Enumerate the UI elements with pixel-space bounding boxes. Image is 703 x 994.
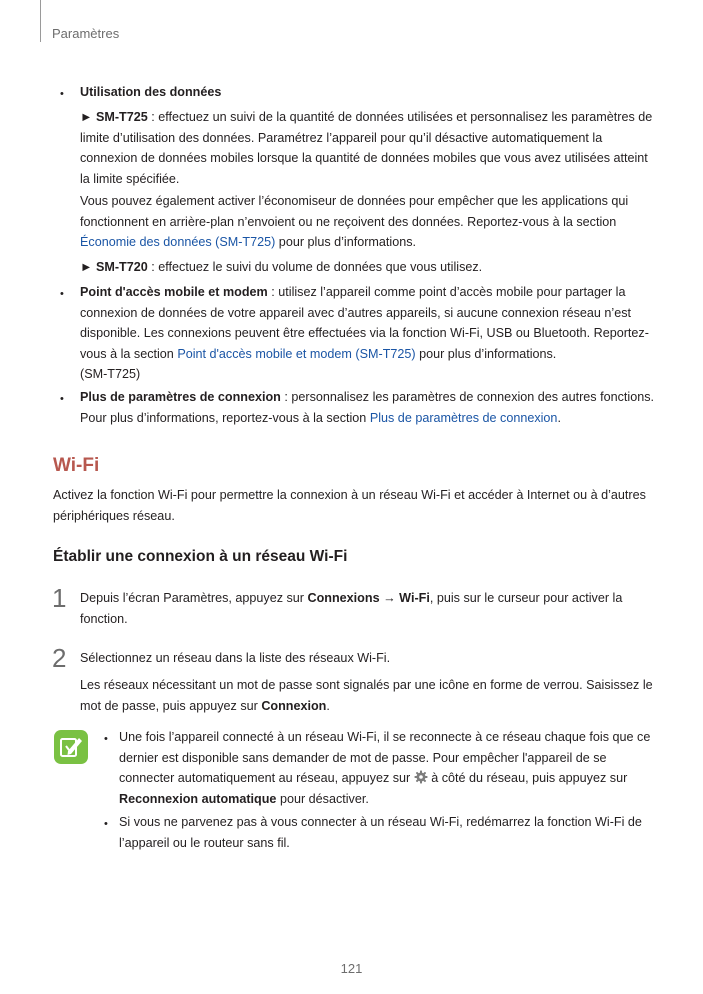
bullet-dot: • (60, 88, 64, 100)
paragraph-text: pour plus d’informations. (415, 346, 557, 361)
pencil-icon (54, 730, 88, 764)
step-text: Depuis l’écran Paramètres, appuyez sur (80, 591, 308, 605)
bullet-title: Plus de paramètres de connexion (80, 390, 281, 404)
bullet-dot: • (60, 393, 64, 405)
step-number: 1 (52, 583, 67, 613)
step-text: . (326, 698, 330, 713)
section-title: Wi-Fi (53, 455, 100, 476)
arrow-icon: → (379, 591, 400, 605)
bullet-title-data-usage (80, 82, 655, 103)
step-2-detail (80, 675, 655, 716)
bullet-dot: • (104, 818, 108, 830)
note-text: Une fois l’appareil connecté à un réseau Wi-Fi, il se reconnecte à ce réseau chaque fois que ce dernier est disponible sans demander de mot de passe. Pour empêcher l'appareil de se connecter automatiquement au réseau, appuyez sur (119, 730, 651, 785)
link-data-saver[interactable]: Économie des données (SM-T725) (80, 235, 276, 249)
model-label: SM-T725 (95, 110, 148, 124)
bullet-dot: • (60, 288, 64, 300)
option-auto-reconnect: Reconnexion automatique (119, 791, 277, 806)
note-item-restart: Si vous ne parvenez pas à vous connecter à un réseau Wi-Fi, redémarrez la fonction Wi-Fi de l’appareil ou le routeur sans fil. (119, 815, 642, 850)
page-number: 121 (340, 961, 363, 976)
paragraph-text: : personnalisez les paramètres de connexion des autres fonctions. Pour plus d’informations, reportez-vous à la section (80, 390, 655, 425)
bullet-hotspot (80, 282, 655, 385)
note-text: pour désactiver. (276, 791, 369, 806)
section-intro: Activez la fonction Wi-Fi pour permettre la connexion à un réseau Wi-Fi et accéder à Internet ou à d’autres périphériques réseau. (53, 488, 646, 523)
sub-item-text: : effectuez un suivi de la quantité de données utilisées et personnalisez les paramètres de limite d’utilisation des données. Paramétrez l’appareil pour qu’il désactive automatiquement la connexion de données mobiles lorsque la quantité de données mobiles que vous avez utilisées atteint la limite spécifiée. (80, 110, 653, 186)
sub-item-sm-t720 (80, 257, 655, 278)
model-label: SM-T720 (95, 260, 148, 274)
link-hotspot[interactable]: Point d'accès mobile et modem (SM-T725) (177, 346, 416, 361)
step-1-text (80, 588, 655, 629)
step-text: , puis sur le curseur pour activer la fonction. (80, 591, 623, 626)
bullet-more-settings (80, 387, 655, 428)
sub-item-sm-t725 (80, 107, 655, 189)
menu-connections: Connexions (307, 591, 380, 605)
bullet-title: Utilisation des données (80, 85, 222, 99)
note-icon (54, 730, 88, 764)
step-2-text: Sélectionnez un réseau dans la liste des réseaux Wi-Fi. (80, 651, 391, 665)
gear-icon (414, 770, 428, 784)
button-label-connect: Connexion (261, 698, 327, 713)
link-more-settings[interactable]: Plus de paramètres de connexion (369, 410, 558, 425)
bullet-dot: • (104, 733, 108, 745)
step-text: Les réseaux nécessitant un mot de passe sont signalés par une icône en forme de verrou. Saisissez le mot de passe, puis appuyez sur (80, 678, 653, 713)
paragraph-text: pour plus d’informations. (275, 235, 417, 249)
data-saver-paragraph (80, 191, 655, 253)
bullet-title: Point d'accès mobile et modem (80, 285, 268, 299)
subsection-title: Établir une connexion à un réseau Wi-Fi (53, 548, 348, 565)
triangle-icon: ► (80, 260, 93, 274)
paragraph-text: Vous pouvez également activer l’économiseur de données pour empêcher que les applications qui fonctionnent en arrière-plan n’envoient ou ne reçoivent des données. Reportez-vous à la section (80, 194, 629, 229)
paragraph-text: . (557, 410, 561, 425)
header-title: Paramètres (52, 26, 120, 41)
step-number: 2 (52, 643, 67, 673)
model-note: (SM-T725) (80, 367, 141, 381)
paragraph-text: : utilisez l’appareil comme point d’accès mobile pour partager la connexion de données de votre appareil avec d’autres appareils, si aucune connexion réseau n’est disponible. Les connexions peuvent être effectuées via la fonction Wi-Fi, USB ou Bluetooth. Reportez-vous à la section (80, 285, 649, 361)
note-text: à côté du réseau, puis appuyez sur (427, 771, 628, 785)
header-rule (40, 0, 41, 42)
triangle-icon: ► (80, 110, 93, 124)
menu-wifi: Wi-Fi (399, 591, 430, 605)
sub-item-text: : effectuez le suivi du volume de données que vous utilisez. (147, 260, 483, 274)
note-item-reconnect (119, 727, 654, 809)
